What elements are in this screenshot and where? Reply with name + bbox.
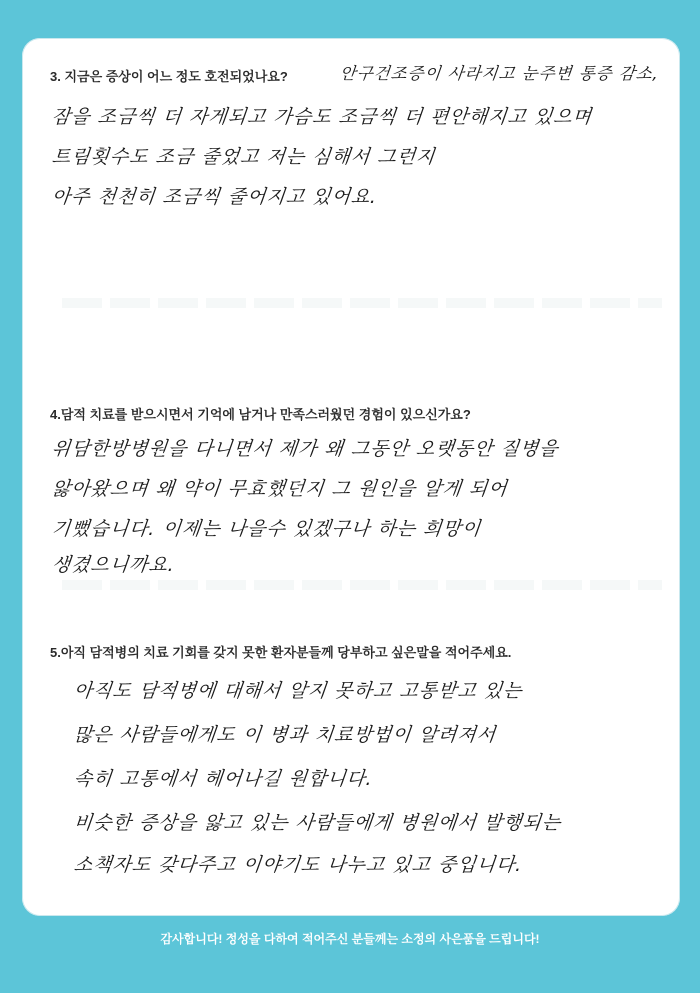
survey-card [22, 38, 680, 916]
answer-4-line-1: 위담한방병원을 다니면서 제가 왜 그동안 오랫동안 질병을 [50, 438, 560, 460]
answer-4-line-3: 기뻤습니다. 이제는 나을수 있겠구나 하는 희망이 [50, 518, 483, 540]
faint-background-print [62, 298, 662, 308]
footer-thank-you: 감사합니다! 정성을 다하여 적어주신 분들께는 소정의 사은품을 드립니다! [160, 932, 540, 946]
question-5-text: 5.아직 담적병의 치료 기회를 갖지 못한 환자분들께 당부하고 싶은말을 적어주세요. [50, 645, 512, 660]
answer-5-line-1: 아직도 담적병에 대해서 알지 못하고 고통받고 있는 [72, 680, 524, 702]
answer-5-line-4: 비슷한 증상을 앓고 있는 사람들에게 병원에서 발행되는 [72, 812, 563, 834]
faint-background-print [62, 580, 662, 590]
answer-3-line-3: 트림횟수도 조금 줄었고 저는 심해서 그런지 [50, 146, 437, 168]
question-4-text: 4.담적 치료를 받으시면서 기억에 남거나 만족스러웠던 경험이 있으신가요? [50, 407, 471, 422]
answer-5-line-5: 소책자도 갖다주고 이야기도 나누고 있고 중입니다. [72, 854, 524, 876]
answer-3-line-1: 안구건조증이 사라지고 눈주변 통증 감소, [338, 64, 661, 83]
answer-3-line-2: 잠을 조금씩 더 자게되고 가슴도 조금씩 더 편안해지고 있으며 [50, 106, 594, 128]
question-3-text: 3. 지금은 증상이 어느 정도 호전되었나요? [50, 69, 288, 84]
answer-5-line-2: 많은 사람들에게도 이 병과 치료방법이 알려져서 [72, 724, 498, 746]
answer-3-line-4: 아주 천천히 조금씩 줄어지고 있어요. [50, 186, 379, 208]
answer-4-line-4: 생겼으니까요. [50, 554, 177, 576]
answer-4-line-2: 앓아왔으며 왜 약이 무효했던지 그 원인을 알게 되어 [50, 478, 509, 500]
answer-5-line-3: 속히 고통에서 헤어나길 원합니다. [72, 768, 375, 790]
